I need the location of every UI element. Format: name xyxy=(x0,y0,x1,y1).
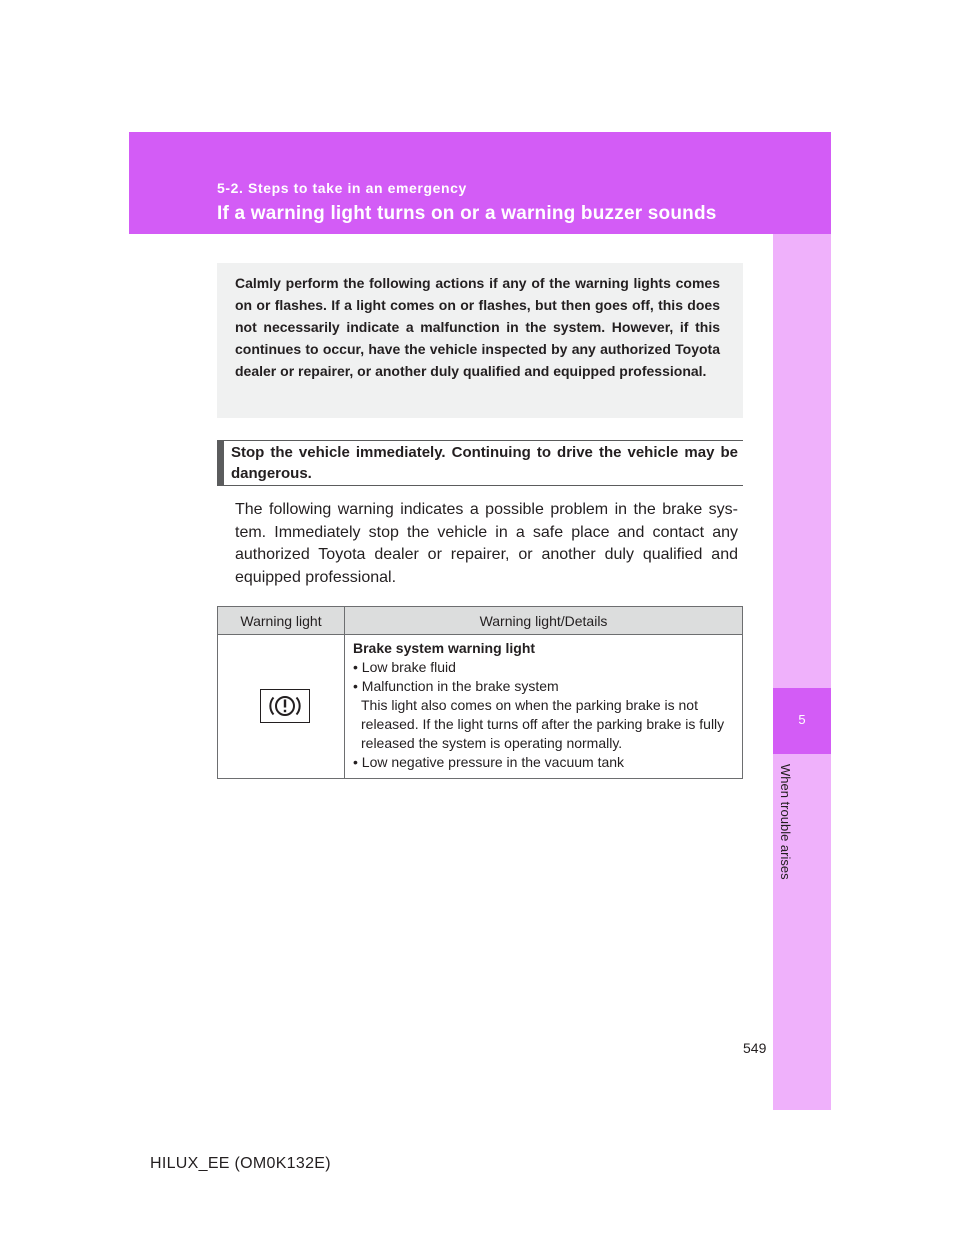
detail-title: Brake system warning light xyxy=(353,640,536,656)
column-header-warning-light: Warning light xyxy=(218,607,345,635)
detail-line: • Low negative pressure in the vacuum tank xyxy=(353,754,625,770)
intro-box xyxy=(217,263,743,418)
table-header-row xyxy=(218,607,743,635)
chapter-number: 5 xyxy=(798,712,806,727)
warning-heading xyxy=(217,440,743,486)
warning-table xyxy=(217,606,743,779)
table-row xyxy=(218,635,743,779)
section-label: 5-2. Steps to take in an emergency xyxy=(217,180,467,196)
side-tab xyxy=(773,234,831,1110)
intro-text: Calmly perform the following actions if any of the warning lights comes on or flashes. If a light comes on or flashes, but then goes off, this does not necessarily indicate a malfunction in the system. However, if this continues to occur, have the vehicle inspected by any authorized Toyota dealer or repairer, or another duly qualified and equipped professional. xyxy=(235,275,720,379)
warning-details-cell xyxy=(345,635,743,779)
brake-warning-icon xyxy=(260,689,310,723)
detail-note: This light also comes on when the parking brake is not released. If the light turns off after the parking brake is fully released the system is operating normally. xyxy=(361,697,725,751)
page-title: If a warning light turns on or a warning buzzer sounds xyxy=(217,203,717,224)
detail-line: • Malfunction in the brake system xyxy=(353,678,559,694)
document-code: HILUX_EE (OM0K132E) xyxy=(150,1155,331,1172)
chapter-title: When trouble arises xyxy=(778,764,793,880)
column-header-details: Warning light/Details xyxy=(345,607,743,635)
warning-heading-text: Stop the vehicle immediately. Continuing to drive the vehicle may be dangerous. xyxy=(231,444,738,482)
body-paragraph: The following warning indicates a possible problem in the brake sys-tem. Immediately stop the vehicle in a safe place and contact any authorized Toyota dealer or repairer, or another duly qualified and equipped professional. xyxy=(235,501,738,586)
detail-line: • Low brake fluid xyxy=(353,659,456,675)
warning-light-cell xyxy=(218,635,345,779)
page-number: 549 xyxy=(743,1040,767,1056)
